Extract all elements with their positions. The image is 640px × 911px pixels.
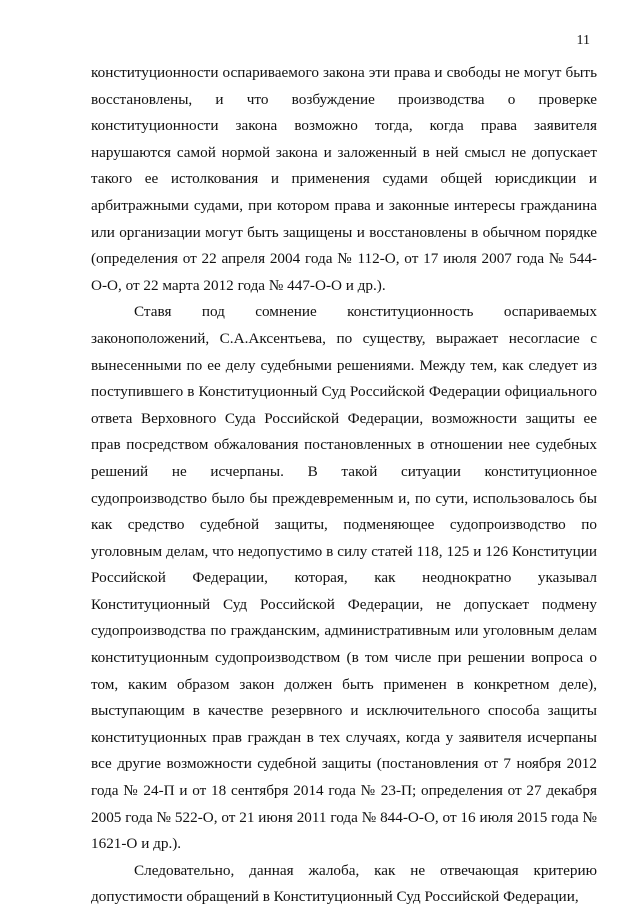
document-body (91, 60, 597, 911)
paragraph-conclusion: Следовательно, данная жалоба, как не отвечающая критерию допустимости обращений в Конституционный Суд Российской Федерации, (91, 861, 597, 906)
paragraph-objection: Ставя под сомнение конституционность оспариваемых законоположений, С.А.Аксентьева, по существу, выражает несогласие с вынесенными по ее делу судебными решениями. Между тем, как следует из поступившего в Конституционный Суд Российской Федерации официального ответа Верховного Суда Российской Федерации, возможности защиты ее прав посредством обжалования постановленных в отношении нее судебных решений не исчерпаны. В такой ситуации конституционное судопроизводство было бы преждевременным и, по сути, использовалось бы как средство судебной защиты, подменяющее судопроизводство по уголовным делам, что недопустимо в силу статей 118, 125 и 126 Конституции Российской Федерации, которая, как неоднократно указывал Конституционный Суд Российской Федерации, не допускает подмену судопроизводства по гражданским, административным или уголовным делам конституционным судопроизводством (в том числе при решении вопроса о том, каким образом закон должен быть применен в конкретном деле), выступающим в качестве резервного и исключительного способа защиты конституционных прав граждан в тех случаях, когда у заявителя исчерпаны все другие возможности судебной защиты (постановления от 7 ноября 2012 года № 24-П и от 18 сентября 2014 года № 23-П; определения от 27 декабря 2005 года № 522-О, от 21 июня 2011 года № 844-О-О, от 16 июля 2015 года № 1621-О и др.). (91, 303, 597, 853)
page-number: 11 (576, 33, 590, 48)
paragraph-continuation: конституционности оспариваемого закона эти права и свободы не могут быть восстановлены, и что возбуждение производства о проверке конституционности закона возможно тогда, когда права заявителя нарушаются самой нормой закона и заложенный в ней смысл не допускает такого ее истолкования и применения судами общей юрисдикции и арбитражными судами, при котором права и законные интересы гражданина или организации могут быть защищены и восстановлены в обычном порядке (определения от 22 апреля 2004 года № 112-О, от 17 июля 2007 года № 544-О-О, от 22 марта 2012 года № 447-О-О и др.). (91, 64, 597, 294)
